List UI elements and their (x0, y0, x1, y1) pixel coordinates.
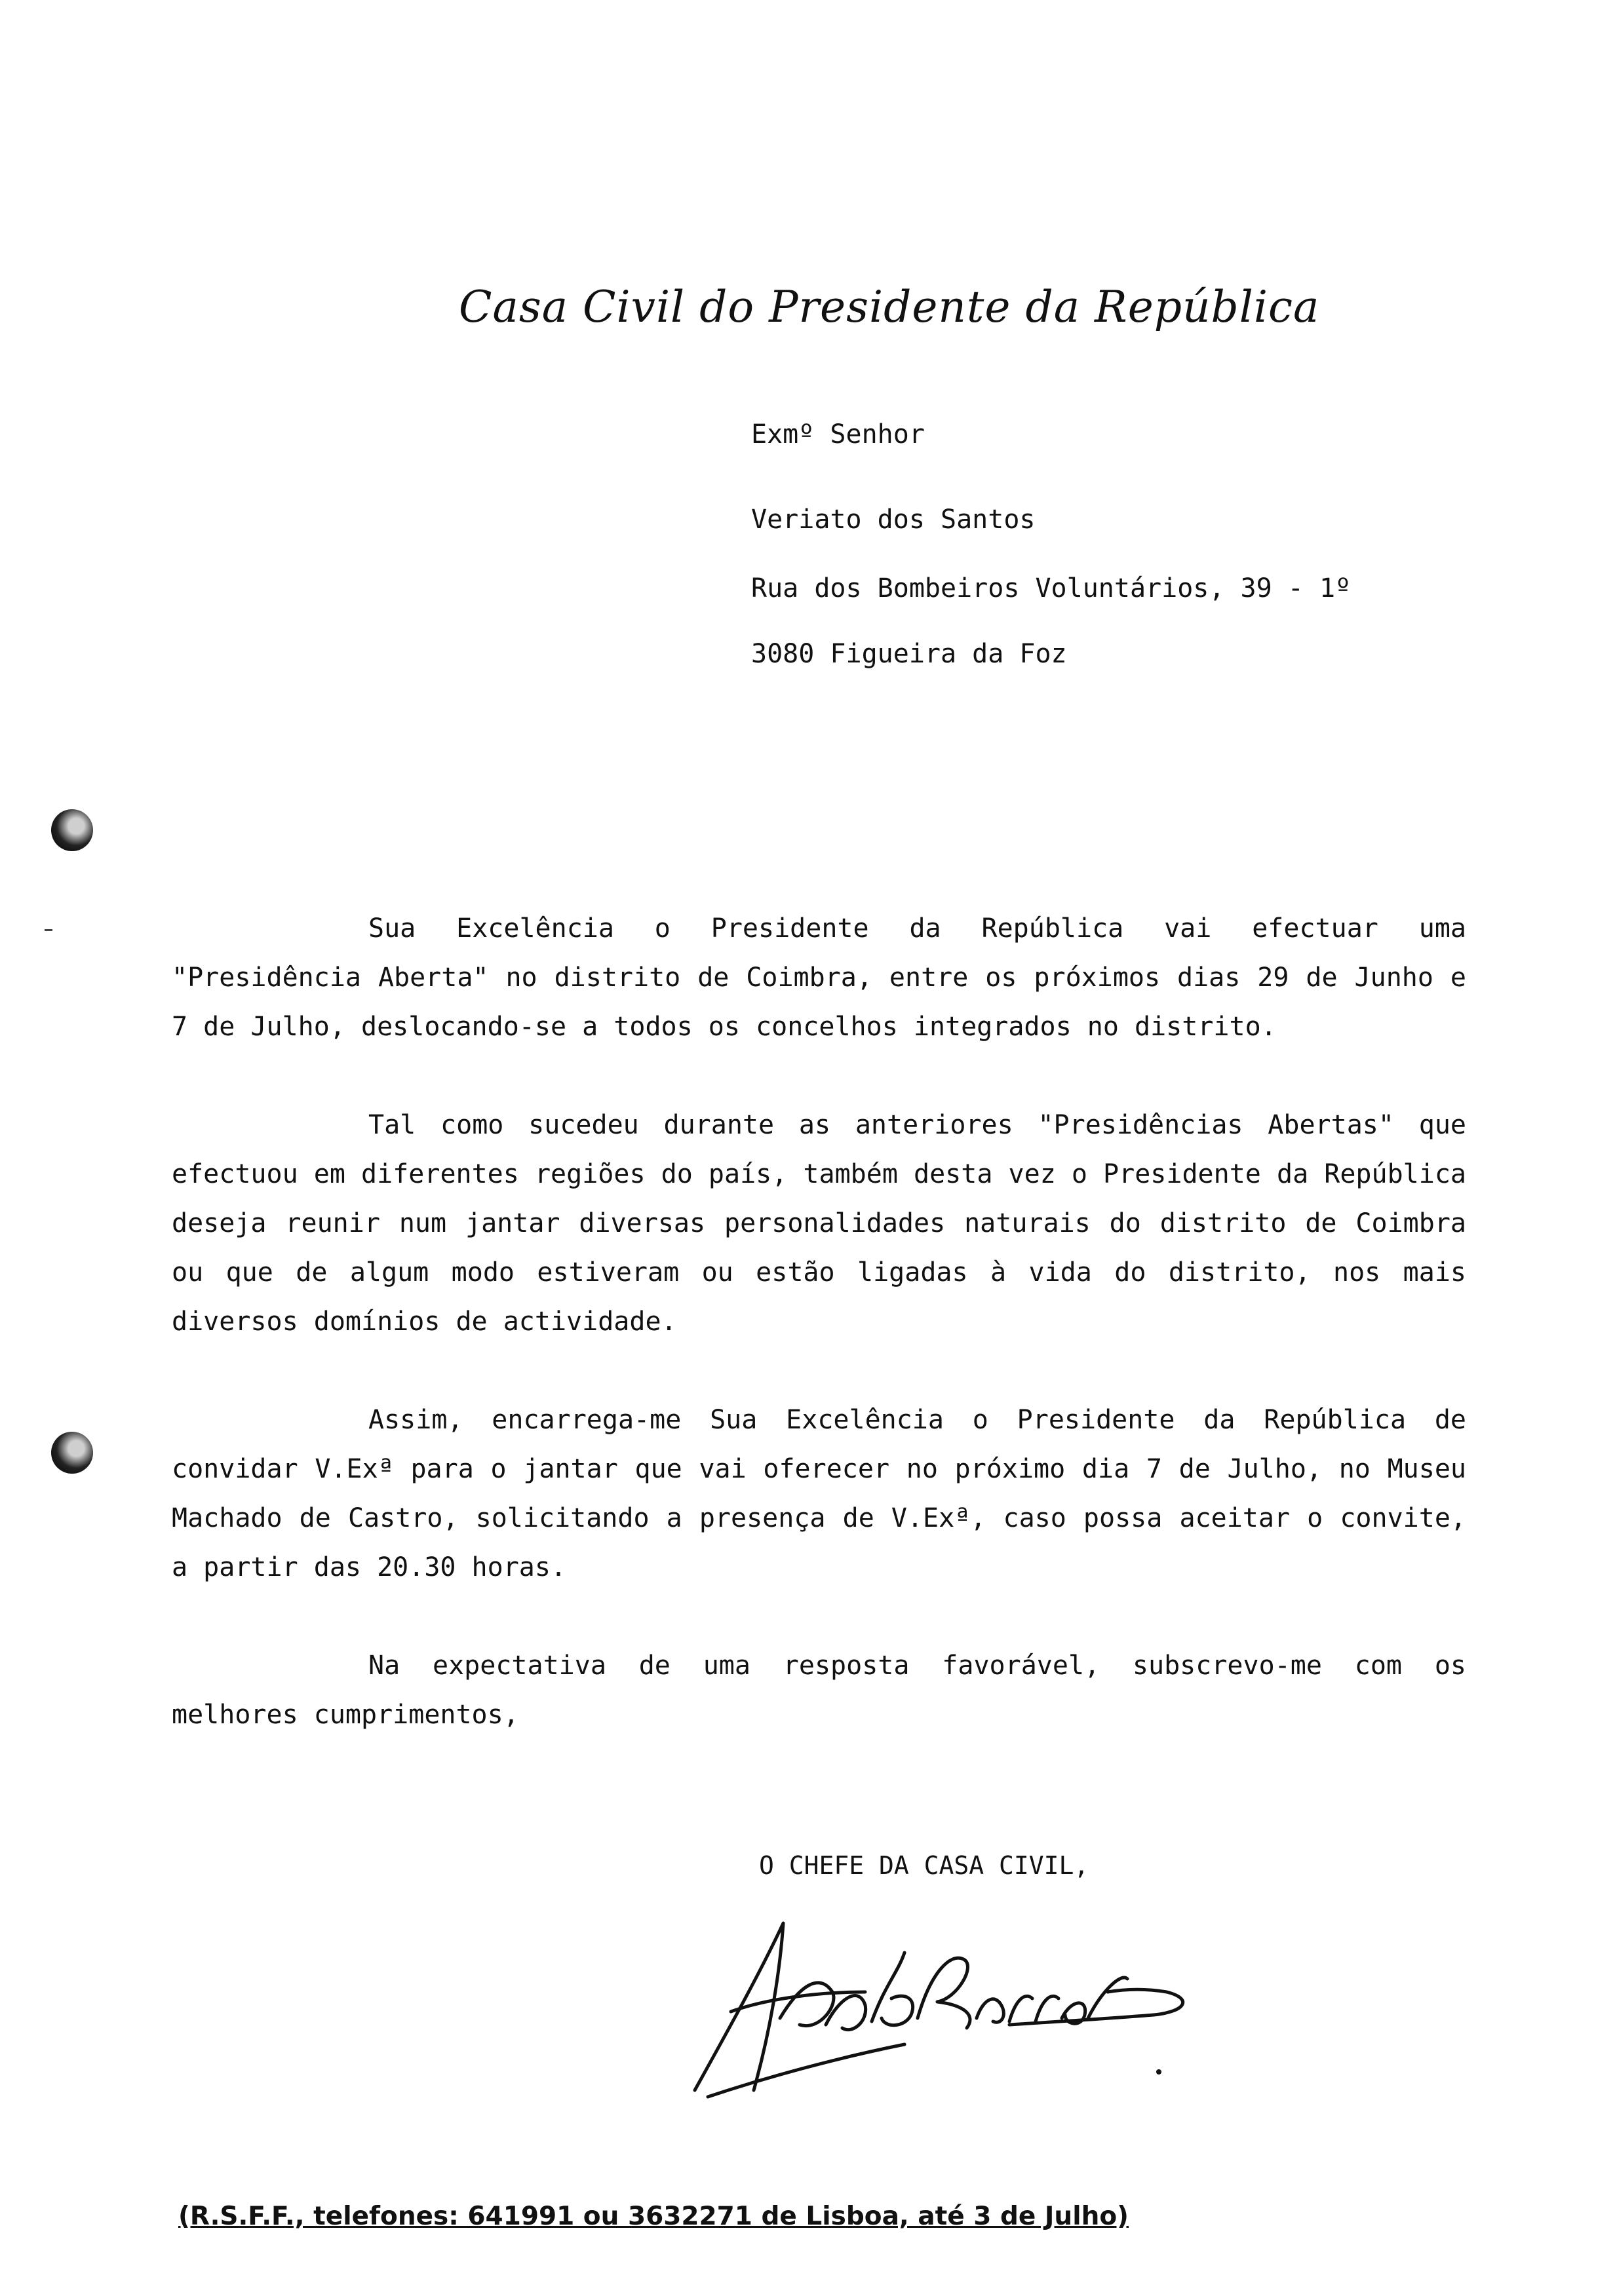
paragraph: Assim, encarrega-me Sua Excelência o Presidente da República de convidar V.Exª para o jantar que vai oferecer no próximo dia 7 de Julho, no Museu Machado de Castro, solicitando a presença de V.Exª, caso possa aceitar o convite, a partir das 20.30 horas. (172, 1405, 1466, 1582)
recipient-city: 3080 Figueira da Foz (751, 639, 1067, 669)
paragraph: Tal como sucedeu durante as anteriores "Presidências Abertas" que efectuou em diferentes regiões do país, também desta vez o Presidente da República deseja reunir num jantar diversas personalidades naturais do distrito de Coimbra ou que de algum modo estiveram ou estão ligadas à vida do distrito, nos mais diversos domínios de actividade. (172, 1110, 1466, 1337)
letterhead: Casa Civil do Presidente da República (459, 282, 1320, 332)
recipient-name: Veriato dos Santos (751, 505, 1036, 535)
signature (669, 1900, 1206, 2110)
paragraph: Sua Excelência o Presidente da República vai efectuar uma "Presidência Aberta" no distrito de Coimbra, entre os próximos dias 29 de Junho e 7 de Julho, deslocando-se a todos os concelhos integrados no distrito. (172, 913, 1466, 1042)
paragraph: Na expectativa de uma resposta favorável, subscrevo-me com os melhores cumprimentos, (172, 1651, 1466, 1730)
letter-body (172, 904, 1466, 1789)
fold-mark (45, 929, 52, 931)
closing-title: O CHEFE DA CASA CIVIL, (759, 1851, 1089, 1880)
recipient-salutation: Exmº Senhor (751, 419, 925, 450)
rsvp-footer: (R.S.F.F., telefones: 641991 ou 3632271 de Lisboa, até 3 de Julho) (178, 2202, 1129, 2231)
recipient-street: Rua dos Bombeiros Voluntários, 39 - 1º (751, 573, 1352, 603)
punch-hole-icon (51, 1432, 93, 1474)
punch-hole-icon (51, 809, 93, 851)
